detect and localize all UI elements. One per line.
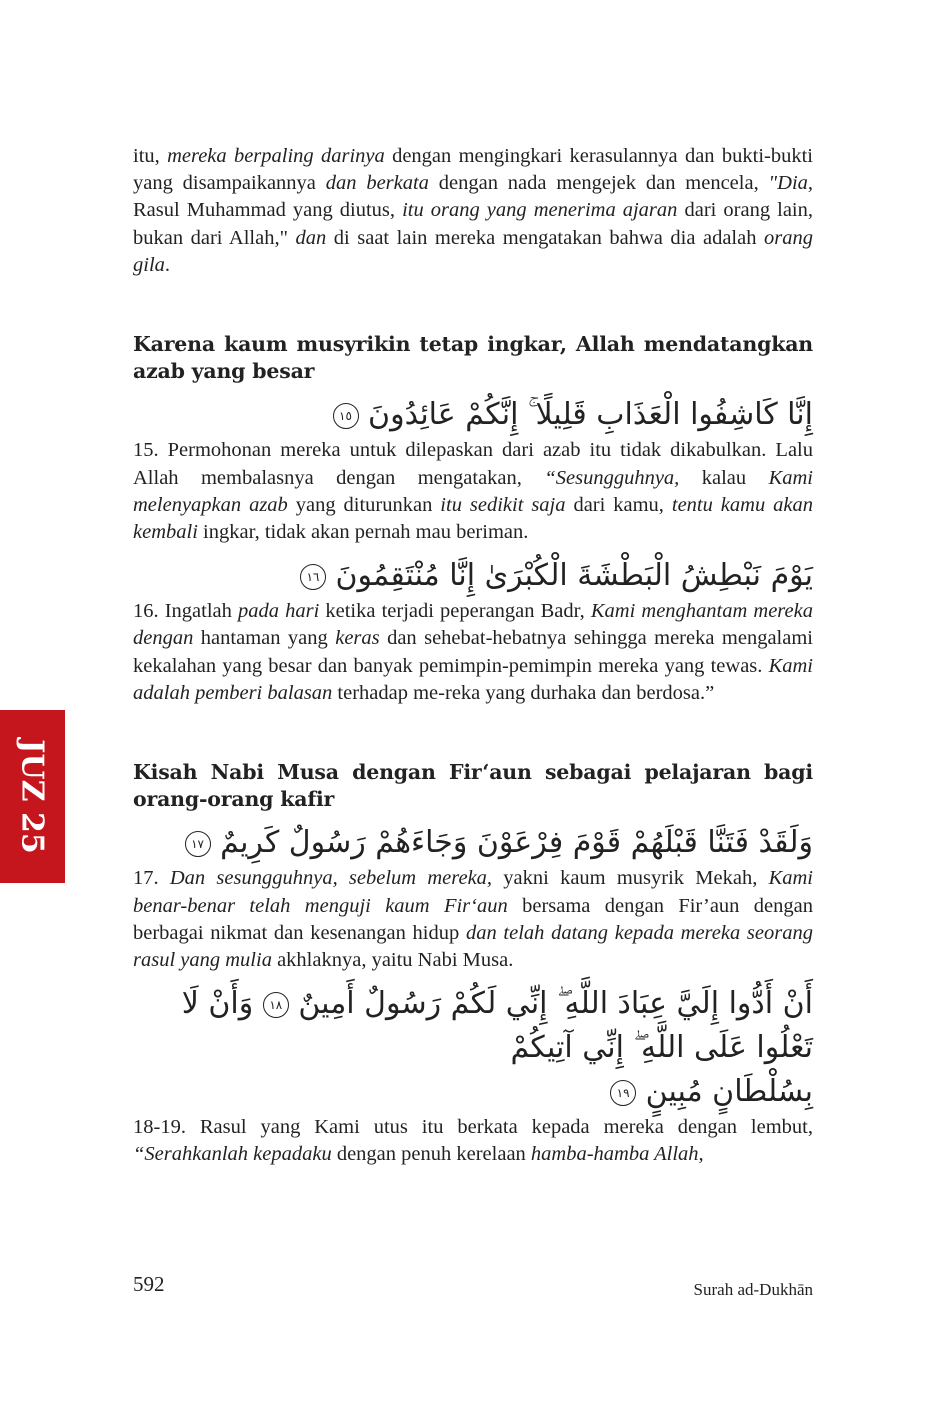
intro-paragraph: itu, mereka berpaling darinya dengan mengingkari kerasulannya dan bukti-bukti yang disampaikannya dan berkata dengan nada mengejek dan mencela, "Dia, Rasul Muhammad yang diutus, itu orang yang menerima ajaran dari orang lain, bukan dari Allah," dan di saat lain mereka mengatakan bahwa dia adalah orang gila. — [133, 145, 814, 276]
verse-number-marker: ١٥ — [333, 403, 359, 429]
arabic-verse-16: يَوْمَ نَبْطِشُ الْبَطْشَةَ الْكُبْرَىٰ إِنَّا مُنْتَقِمُونَ ١٦ — [133, 554, 813, 598]
translation-17: 17. Dan sesungguhnya, sebelum mereka, yakni kaum musyrik Mekah, Kami benar-benar telah menguji kaum Fir‘aun bersama dengan Fir’aun dengan berbagai nikmat dan kesenangan hidup dan telah datang kepada mereka seorang rasul yang mulia akhlaknya, yaitu Nabi Musa. — [133, 867, 814, 972]
page-number: 592 — [133, 1272, 165, 1296]
arabic-verse-15: إِنَّا كَاشِفُوا الْعَذَابِ قَلِيلًا ۚ إِنَّكُمْ عَائِدُونَ ١٥ — [133, 393, 813, 437]
arabic-verse-17: وَلَقَدْ فَتَنَّا قَبْلَهُمْ قَوْمَ فِرْعَوْنَ وَجَاءَهُمْ رَسُولٌ كَرِيمٌ ١٧ — [133, 821, 813, 865]
juz-label: JUZ 25 — [15, 739, 51, 854]
verse-number-marker: ١٩ — [610, 1080, 636, 1106]
translation-18-19: 18-19. Rasul yang Kami utus itu berkata kepada mereka dengan lembut, “Serahkanlah kepadaku dengan penuh kerelaan hamba-hamba Allah, — [133, 1116, 813, 1166]
page-content — [133, 143, 813, 1169]
section-heading: Kisah Nabi Musa dengan Fir‘aun sebagai pelajaran bagi orang-orang kafir — [133, 760, 813, 812]
translation-15: 15. Permohonan mereka untuk dilepaskan dari azab itu tidak dikabulkan. Lalu Allah membalasnya dengan mengatakan, “Sesungguhnya, kalau Kami melenyapkan azab yang diturunkan itu sedikit saja dari kamu, tentu kamu akan kembali ingkar, tidak akan pernah mau beriman. — [133, 439, 813, 544]
translation-16: 16. Ingatlah pada hari ketika terjadi peperangan Badr, Kami menghantam mereka dengan hantaman yang keras dan sehebat-hebatnya sehingga mereka mengalami kekalahan yang besar dan banyak pemimpin-pemimpin mereka yang tewas. Kami adalah pemberi balasan terhadap me-reka yang durhaka dan berdosa.” — [133, 600, 813, 704]
verse-number-marker: ١٧ — [185, 831, 211, 857]
running-footer-surah: Surah ad-Dukhān — [693, 1280, 813, 1299]
arabic-verse-18-19: أَنْ أَدُّوا إِلَيَّ عِبَادَ اللَّهِ ۖ إِنِّي لَكُمْ رَسُولٌ أَمِينٌ ١٨ وَأَنْ لَا تَعْلُوا عَلَى اللَّهِ ۖ إِنِّي آتِيكُمْ بِسُلْطَانٍ مُبِينٍ ١٩ — [181, 986, 813, 1110]
verse-number-marker: ١٨ — [263, 992, 289, 1018]
juz-tab — [0, 710, 65, 883]
verse-number-marker: ١٦ — [300, 564, 326, 590]
section-heading: Karena kaum musyrikin tetap ingkar, Allah mendatangkan azab yang besar — [133, 332, 813, 384]
